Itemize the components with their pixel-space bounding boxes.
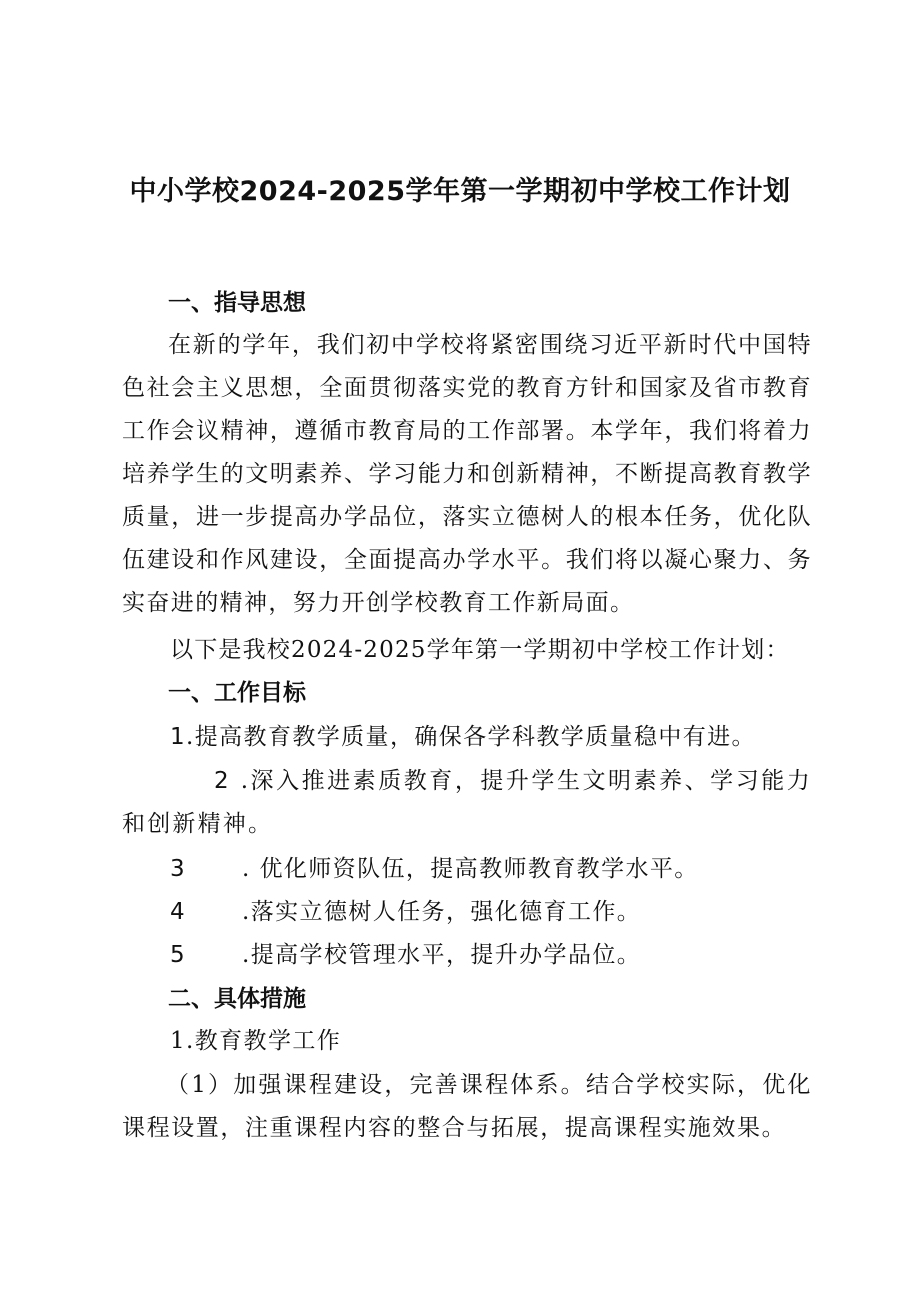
- goal-text: .落实立德树人任务，强化德育工作。: [242, 899, 642, 925]
- goal-number: 2: [214, 768, 231, 794]
- subheading-teaching-work: 1.教育教学工作: [170, 1028, 342, 1054]
- goal-text: . 优化师资队伍，提高教师教育教学水平。: [242, 856, 699, 882]
- guiding-ideology-paragraph: 在新的学年，我们初中学校将紧密围绕习近平新时代中国特色社会主义思想，全面贯彻落实党的教育方针和国家及省市教育工作会议精神，遵循市教育局的工作部署。本学年，我们将着力培养学生的文明素养、学习能力和创新精神，不断提高教育教学质量，进一步提高办学品位，落实立德树人的根本任务，优化队伍建设和作风建设，全面提高办学水平。我们将以凝心聚力、务实奋进的精神，努力开创学校教育工作新局面。: [122, 332, 812, 616]
- section-heading-guiding-ideology: 一、指导思想: [168, 290, 306, 316]
- goal-number: 4: [170, 899, 187, 925]
- goal-number: 3: [170, 856, 187, 882]
- goal-text: .提高学校管理水平，提升办学品位。: [242, 942, 642, 968]
- goal-text: .深入推进素质教育，提升学生文明素养、学习能力和创新精神。: [122, 768, 812, 837]
- goal-item-3: [170, 852, 699, 886]
- section-heading-work-goals: 一、工作目标: [168, 680, 306, 706]
- measure-item-1: （1）加强课程建设，完善课程体系。结合学校实际，优化课程设置，注重课程内容的整合与拓展，提高课程实施效果。: [122, 1072, 812, 1141]
- goal-item-5: [170, 938, 641, 972]
- document-title: 中小学校2024-2025学年第一学期初中学校工作计划: [129, 176, 791, 207]
- goal-item-2: [122, 760, 812, 846]
- goal-item-1: [170, 720, 756, 754]
- goal-number: 1: [170, 724, 187, 750]
- goal-text: .提高教育教学质量，确保各学科教学质量稳中有进。: [186, 724, 756, 750]
- goal-item-4: [170, 895, 641, 929]
- goal-number: 5: [170, 942, 187, 968]
- plan-intro-line: 以下是我校2024-2025学年第一学期初中学校工作计划：: [170, 637, 790, 663]
- section-heading-specific-measures: 二、具体措施: [168, 986, 306, 1012]
